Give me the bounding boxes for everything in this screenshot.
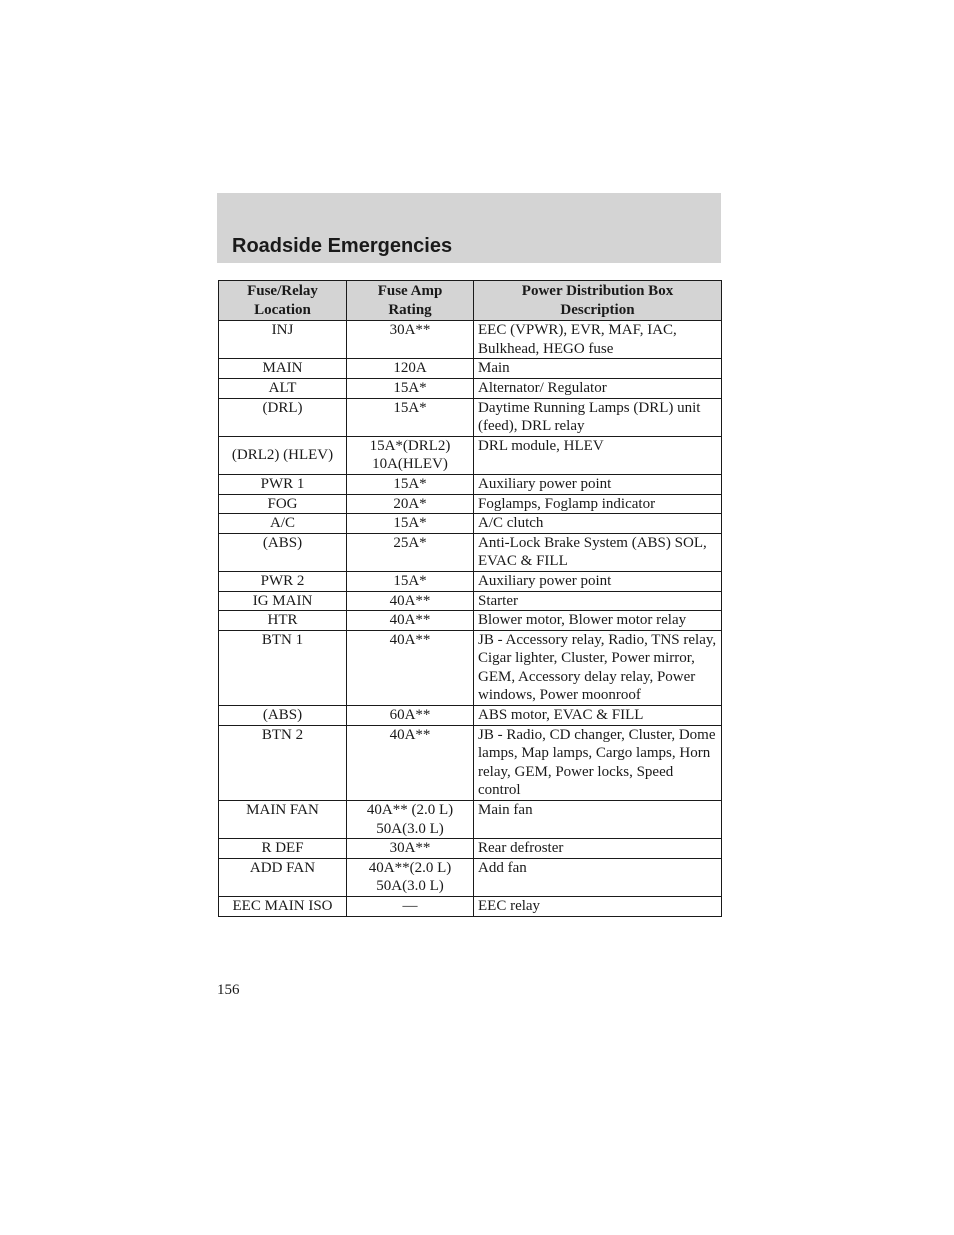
cell-description: DRL module, HLEV [474,436,722,474]
rating-line: 120A [393,360,427,377]
cell-location: MAIN [219,359,347,379]
cell-location: BTN 2 [219,725,347,800]
cell-description: EEC relay [474,897,722,917]
cell-rating [347,571,474,591]
column-header-location: Fuse/Relay Location [219,281,347,321]
cell-description: Starter [474,591,722,611]
cell-rating [347,801,474,839]
cell-location: PWR 1 [219,474,347,494]
table-row [219,591,722,611]
table-row [219,533,722,571]
cell-rating [347,591,474,611]
cell-rating [347,474,474,494]
table-row [219,706,722,726]
rating-line: 40A** [389,631,431,648]
cell-rating [347,858,474,896]
cell-location: (DRL) [219,398,347,436]
table-row [219,611,722,631]
rating-line: 40A** [389,592,431,609]
rating-line: 15A* [393,379,427,396]
cell-location: R DEF [219,839,347,859]
fuse-table-body [219,321,722,916]
cell-description: ABS motor, EVAC & FILL [474,706,722,726]
table-header-row [219,281,722,321]
cell-description: Auxiliary power point [474,571,722,591]
cell-description: Add fan [474,858,722,896]
section-header-band [217,193,721,263]
rating-line: 40A**(2.0 L) [368,859,452,876]
cell-rating [347,725,474,800]
page-number: 156 [217,982,240,998]
cell-location: HTR [219,611,347,631]
rating-line: 50A(3.0 L) [376,820,444,837]
rating-line: 15A* [393,399,427,416]
cell-location: IG MAIN [219,591,347,611]
table-row [219,474,722,494]
cell-rating [347,630,474,705]
cell-rating [347,321,474,359]
cell-description: JB - Accessory relay, Radio, TNS relay, Cigar lighter, Cluster, Power mirror, GEM, Accessory delay relay, Power windows, Power moonroof [474,630,722,705]
table-row [219,725,722,800]
cell-description: Main [474,359,722,379]
cell-rating [347,706,474,726]
cell-location: INJ [219,321,347,359]
table-row [219,321,722,359]
rating-line: 40A** [389,612,431,629]
cell-rating [347,897,474,917]
cell-description: Alternator/ Regulator [474,378,722,398]
section-title: Roadside Emergencies [232,235,453,257]
cell-location: (ABS) [219,533,347,571]
column-header-rating: Fuse Amp Rating [347,281,474,321]
cell-location: FOG [219,494,347,514]
rating-line: 25A* [393,534,427,551]
table-row [219,398,722,436]
cell-location: MAIN FAN [219,801,347,839]
cell-description: Foglamps, Foglamp indicator [474,494,722,514]
rating-line: 40A** [389,726,431,743]
cell-rating [347,839,474,859]
rating-line: 60A** [389,707,431,724]
cell-rating [347,514,474,534]
cell-location: A/C [219,514,347,534]
cell-description: Auxiliary power point [474,474,722,494]
rating-line: 40A** (2.0 L) [366,802,454,819]
cell-description: JB - Radio, CD changer, Cluster, Dome lamps, Map lamps, Cargo lamps, Horn relay, GEM, Power locks, Speed control [474,725,722,800]
cell-location: ALT [219,378,347,398]
cell-rating [347,494,474,514]
table-row [219,630,722,705]
cell-rating [347,398,474,436]
rating-line: — [402,898,418,914]
cell-description: Blower motor, Blower motor relay [474,611,722,631]
cell-description: Rear defroster [474,839,722,859]
table-row [219,494,722,514]
cell-description: A/C clutch [474,514,722,534]
rating-line: 20A* [393,495,427,512]
rating-line: 10A(HLEV) [372,456,448,473]
table-row [219,436,722,474]
rating-line: 50A(3.0 L) [376,878,444,895]
cell-rating [347,436,474,474]
cell-location: (DRL2) (HLEV) [219,436,347,474]
fuse-table [218,280,722,917]
cell-rating [347,378,474,398]
table-row [219,897,722,917]
cell-location: ADD FAN [219,858,347,896]
cell-description: EEC (VPWR), EVR, MAF, IAC, Bulkhead, HEGO fuse [474,321,722,359]
rating-line: 30A** [389,840,431,857]
cell-rating [347,533,474,571]
rating-line: 15A* [393,572,427,589]
cell-description: Anti-Lock Brake System (ABS) SOL, EVAC & FILL [474,533,722,571]
cell-location: (ABS) [219,706,347,726]
table-row [219,378,722,398]
table-row [219,571,722,591]
cell-rating [347,611,474,631]
table-row [219,514,722,534]
cell-description: Main fan [474,801,722,839]
table-row [219,858,722,896]
rating-line: 15A*(DRL2) [369,437,451,454]
table-row [219,839,722,859]
cell-rating [347,359,474,379]
cell-location: BTN 1 [219,630,347,705]
table-row [219,359,722,379]
rating-line: 15A* [393,515,427,532]
cell-location: PWR 2 [219,571,347,591]
cell-description: Daytime Running Lamps (DRL) unit (feed), DRL relay [474,398,722,436]
cell-location: EEC MAIN ISO [219,897,347,917]
column-header-description: Power Distribution Box Description [474,281,722,321]
rating-line: 30A** [389,322,431,339]
rating-line: 15A* [393,475,427,492]
table-row [219,801,722,839]
